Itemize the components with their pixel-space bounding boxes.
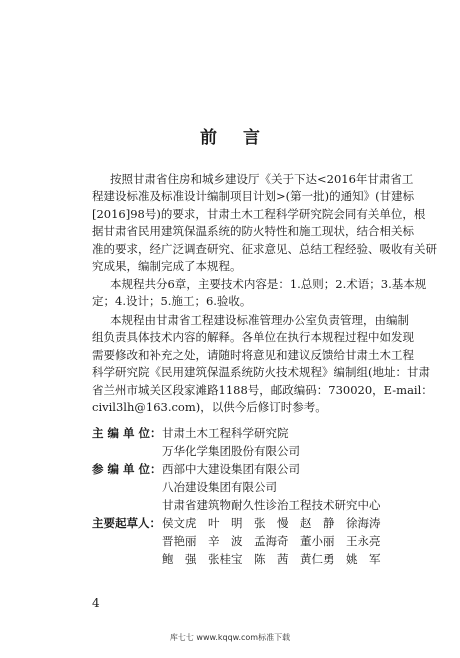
page-title <box>0 123 460 148</box>
editor-unit: 甘肃土木工程科学研究院 <box>162 426 289 440</box>
page-number: 4 <box>92 596 100 610</box>
paragraph-1-line: 究成果，编制完成了本规程。 <box>92 259 242 273</box>
paragraph-1-line: [2016]98号)的要求，甘肃土木工程科学研究院会同有关单位，根 <box>92 207 426 221</box>
paragraph-2-line: 定；4.设计；5.施工；6.验收。 <box>92 294 252 308</box>
drafters-label: 主要起草人： <box>92 516 161 530</box>
watermark-footer: 库七七 www.kqqw.com标准下载 <box>169 633 291 642</box>
participating-units-label: 参 编 单 位： <box>92 462 162 476</box>
drafter-names: 鲍 强 张桂宝 陈 茜 黄仁勇 姚 军 <box>162 552 381 566</box>
paragraph-1-line: 程建设标准及标准设计编制项目计划>(第一批)的通知》(甘建标 <box>92 189 415 203</box>
paragraph-1-line: 准的要求，经广泛调查研究、征求意见、总结工程经验、吸收有关研 <box>92 242 437 256</box>
paragraph-3-line: 需要修改和补充之处，请随时将意见和建议反馈给甘肃土木工程 <box>92 348 414 362</box>
editor-unit: 万华化学集团股份有限公司 <box>162 444 300 458</box>
participating-unit: 八冶建设集团有限公司 <box>162 480 277 494</box>
drafter-names: 晋艳丽 辛 波 孟海奇 董小丽 王永亮 <box>162 534 381 548</box>
participating-unit: 甘肃省建筑物耐久性诊治工程技术研究中心 <box>162 498 381 512</box>
paragraph-1-line: 按照甘肃省住房和城乡建设厅《关于下达<2016年甘肃省工 <box>110 172 414 186</box>
paragraph-3-line: 省兰州市城关区段家滩路1188号，邮政编码：730020，E-mail： <box>92 383 433 397</box>
paragraph-3-line: 组负责具体技术内容的解释。各单位在执行本规程过程中如发现 <box>92 330 414 344</box>
drafter-names: 侯文虎 叶 明 张 慢 赵 静 徐海涛 <box>162 516 381 530</box>
title-char-2: 言 <box>243 128 260 148</box>
paragraph-3-line: 科学研究院《民用建筑保温系统防火技术规程》编制组(地址：甘肃 <box>92 365 430 379</box>
participating-unit: 西部中大建设集团有限公司 <box>162 462 300 476</box>
paragraph-3-line: civil3lh@163.com)，以供今后修订时参考。 <box>92 400 327 414</box>
paragraph-1-line: 据甘肃省民用建筑保温系统的防火特性和施工现状，结合相关标 <box>92 224 414 238</box>
paragraph-2-line: 本规程共分6章，主要技术内容是：1.总则；2.术语；3.基本规 <box>110 277 427 291</box>
editor-units-label: 主 编 单 位： <box>92 426 162 440</box>
paragraph-3-line: 本规程由甘肃省工程建设标准管理办公室负责管理，由编制 <box>110 313 409 327</box>
title-char-1: 前 <box>200 128 217 148</box>
